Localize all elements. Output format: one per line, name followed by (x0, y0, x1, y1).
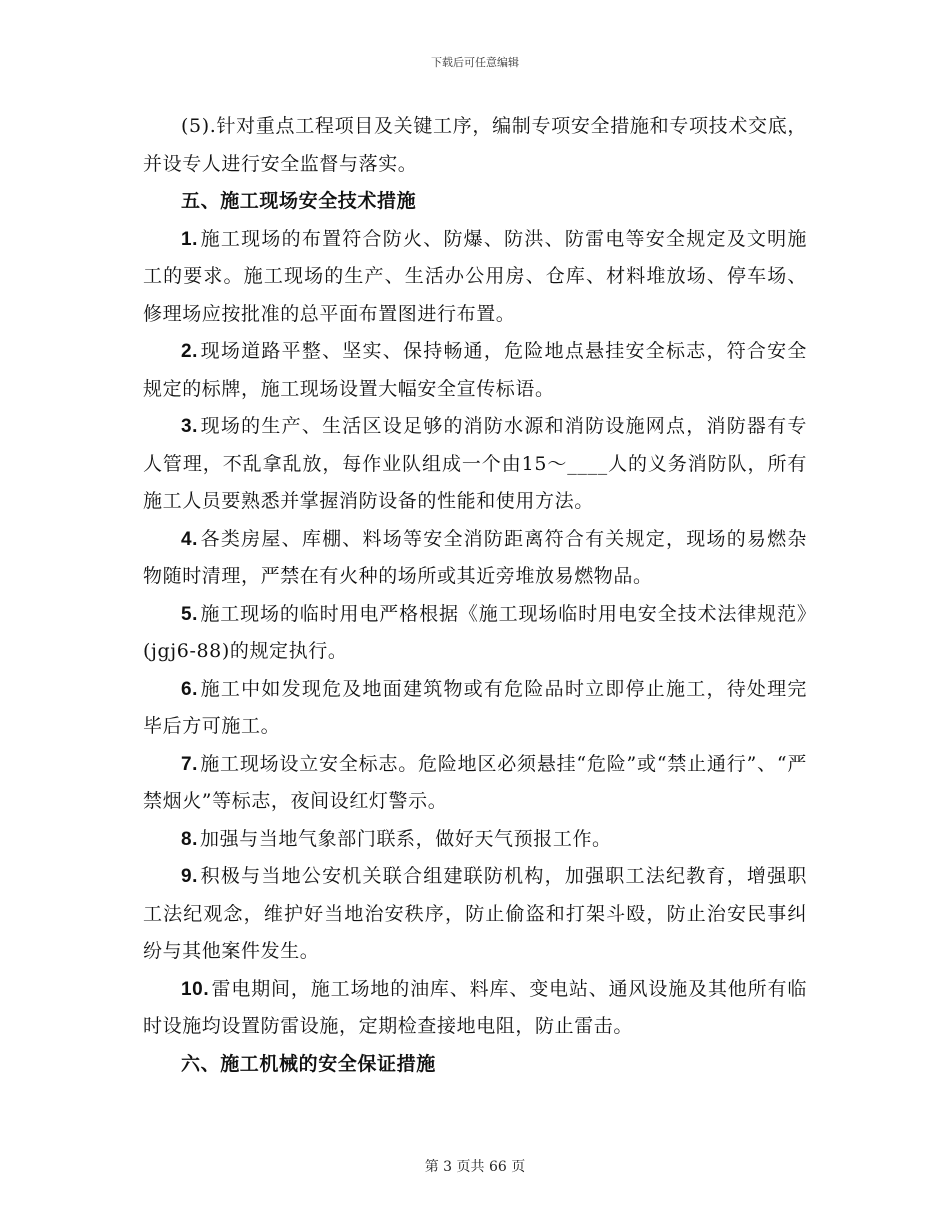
section-heading-5: 五、施工现场安全技术措施 (181, 190, 417, 212)
list-item-8 (143, 821, 807, 859)
item-number: 6. (181, 678, 199, 700)
item-text: 施工现场的临时用电严格根据《施工现场临时用电安全技术法律规范》(jgj6-88)的规定执行。 (143, 602, 807, 662)
item-text: 雷电期间，施工场地的油库、料库、变电站、通风设施及其他所有临时设施均设置防雷设施，定期检查接地电阻，防止雷击。 (143, 977, 807, 1037)
list-item-3 (143, 408, 807, 521)
section-heading-6: 六、施工机械的安全保证措施 (181, 1052, 436, 1075)
item-text: 各类房屋、库棚、料场等安全消防距离符合有关规定，现场的易燃杂物随时清理，严禁在有火种的场所或其近旁堆放易燃物品。 (143, 527, 807, 587)
item-number: 4. (181, 528, 199, 550)
list-item-1 (143, 221, 807, 334)
item-text: 施工中如发现危及地面建筑物或有危险品时立即停止施工，待处理完毕后方可施工。 (143, 677, 807, 737)
list-item-2 (143, 333, 807, 408)
list-item-9 (143, 858, 807, 971)
item-number: 5. (181, 603, 199, 625)
item-text: 施工现场设立安全标志。危险地区必须悬挂“危险”或“禁止通行”、“严禁烟火”等标志，夜间设红灯警示。 (143, 752, 807, 812)
item-text: 积极与当地公安机关联合组建联防机构，加强职工法纪教育，增强职工法纪观念，维护好当地治安秩序，防止偷盗和打架斗殴，防止治安民事纠纷与其他案件发生。 (143, 865, 807, 962)
item-number: 8. (181, 828, 199, 850)
paragraph-intro: (5).针对重点工程项目及关键工序，编制专项安全措施和专项技术交底，并设专人进行安全监督与落实。 (143, 115, 807, 175)
item-text: 施工现场的布置符合防火、防爆、防洪、防雷电等安全规定及文明施工的要求。施工现场的生产、生活办公用房、仓库、材料堆放场、停车场、修理场应按批准的总平面布置图进行布置。 (143, 227, 807, 325)
item-text: 现场道路平整、坚实、保持畅通，危险地点悬挂安全标志，符合安全规定的标牌，施工现场设置大幅安全宣传标语。 (143, 340, 807, 400)
list-item-10 (143, 971, 807, 1046)
item-number: 1. (181, 228, 199, 250)
list-item-4 (143, 521, 807, 596)
list-item-5 (143, 596, 807, 671)
item-text: 加强与当地气象部门联系，做好天气预报工作。 (200, 827, 612, 850)
item-number: 2. (181, 341, 199, 362)
list-item-6 (143, 671, 807, 746)
item-number: 9. (181, 866, 199, 887)
item-number: 7. (181, 753, 199, 775)
list-item-7 (143, 746, 807, 821)
item-number: 10. (181, 978, 210, 1000)
document-body (143, 108, 807, 1083)
item-number: 3. (181, 416, 199, 437)
item-text: 现场的生产、生活区设足够的消防水源和消防设施网点，消防器有专人管理，不乱拿乱放，每作业队组成一个由15～____人的义务消防队，所有施工人员要熟悉并掌握消防设备的性能和使用方法。 (143, 415, 807, 512)
page-number: 第 3 页共 66 页 (424, 1159, 526, 1175)
header-note: 下载后可任意编辑 (431, 56, 519, 69)
